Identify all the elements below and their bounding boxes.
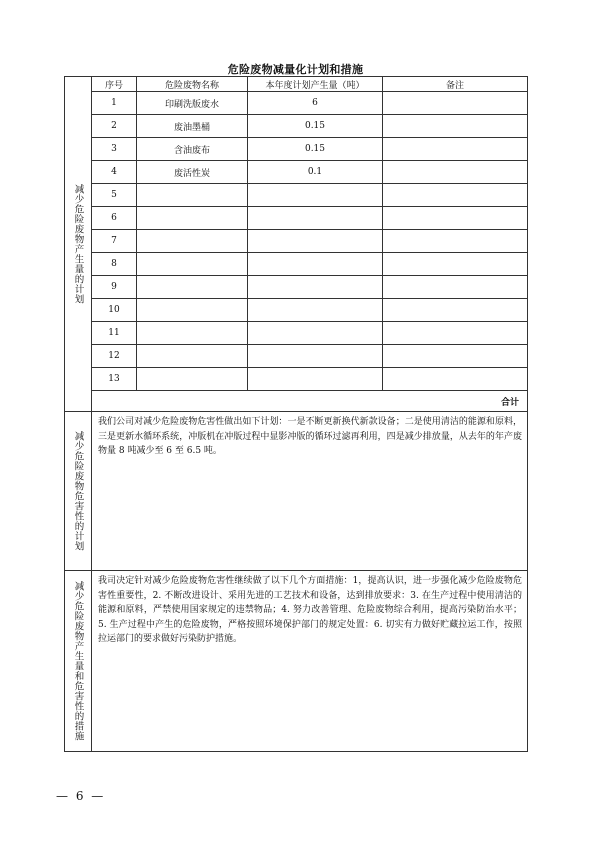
cell-name: [137, 253, 248, 276]
cell-name: [137, 276, 248, 299]
table-row: [65, 276, 528, 299]
cell-seq: 6: [92, 207, 137, 230]
cell-name: [137, 230, 248, 253]
total-label: 合计: [92, 391, 528, 412]
cell-amount: [248, 276, 383, 299]
table-row: [65, 299, 528, 322]
cell-amount: [248, 368, 383, 391]
cell-name: 废油墨桶: [137, 115, 248, 138]
cell-seq: 7: [92, 230, 137, 253]
cell-remark: [383, 322, 528, 345]
cell-amount: 0.15: [248, 138, 383, 161]
cell-amount: 0.15: [248, 115, 383, 138]
cell-name: 废活性炭: [137, 161, 248, 184]
hazard-plan-row: [65, 412, 528, 571]
cell-seq: 11: [92, 322, 137, 345]
cell-remark: [383, 230, 528, 253]
table-row: [65, 345, 528, 368]
cell-seq: 9: [92, 276, 137, 299]
cell-name: [137, 207, 248, 230]
cell-name: [137, 322, 248, 345]
section-label-measures: 减少危险废物产生量和危害性的措施: [65, 571, 92, 752]
header-remark: 备注: [383, 77, 528, 92]
cell-remark: [383, 253, 528, 276]
cell-remark: [383, 92, 528, 115]
table-row: [65, 138, 528, 161]
header-seq: 序号: [92, 77, 137, 92]
cell-amount: 6: [248, 92, 383, 115]
table-row: [65, 368, 528, 391]
measures-text: 我司决定针对减少危险废物危害性继续做了以下几个方面措施：1，提高认识，进一步强化减少危险废物危害性重要性，2. 不断改进设计、采用先进的工艺技术和设备，达到排放要求：3. 在生产过程中使用清洁的能源和原料，严禁使用国家规定的违禁物品；4. 努力改善管理、危险废物综合利用，提高污染防治水平；5. 生产过程中产生的危险废物，严格按照环境保护部门的规定处置：6. 切实有力做好贮藏拉运工作，按照拉运部门的要求做好污染防护措施。: [92, 571, 528, 752]
table-row: [65, 253, 528, 276]
cell-name: [137, 299, 248, 322]
table-row: [65, 115, 528, 138]
cell-remark: [383, 299, 528, 322]
header-amount: 本年度计划产生量（吨）: [248, 77, 383, 92]
cell-seq: 10: [92, 299, 137, 322]
table-row: [65, 184, 528, 207]
cell-seq: 8: [92, 253, 137, 276]
cell-amount: [248, 184, 383, 207]
cell-remark: [383, 345, 528, 368]
cell-amount: [248, 230, 383, 253]
cell-seq: 4: [92, 161, 137, 184]
cell-name: 含油废布: [137, 138, 248, 161]
cell-remark: [383, 207, 528, 230]
table-header-row: [65, 77, 528, 92]
cell-seq: 2: [92, 115, 137, 138]
table-row: [65, 322, 528, 345]
page-title: 危险废物减量化计划和措施: [227, 63, 364, 76]
cell-remark: [383, 138, 528, 161]
cell-amount: [248, 253, 383, 276]
section-label-reduce-hazard: 减少危险废物危害性的计划: [65, 412, 92, 571]
cell-seq: 5: [92, 184, 137, 207]
cell-name: [137, 368, 248, 391]
hazardous-waste-table: [64, 76, 528, 752]
total-row: [65, 391, 528, 412]
cell-name: 印刷洗版废水: [137, 92, 248, 115]
cell-seq: 13: [92, 368, 137, 391]
section-label-reduce-amount: 减少危险废物产生量的计划: [65, 77, 92, 412]
table-row: [65, 230, 528, 253]
table-row: [65, 161, 528, 184]
cell-amount: [248, 299, 383, 322]
page-number: — 6 —: [56, 789, 106, 803]
cell-remark: [383, 115, 528, 138]
header-name: 危险废物名称: [137, 77, 248, 92]
measures-row: [65, 571, 528, 752]
cell-remark: [383, 276, 528, 299]
cell-remark: [383, 184, 528, 207]
cell-amount: [248, 207, 383, 230]
cell-amount: [248, 322, 383, 345]
cell-amount: [248, 345, 383, 368]
table-row: [65, 207, 528, 230]
table-row: [65, 92, 528, 115]
cell-remark: [383, 161, 528, 184]
cell-name: [137, 184, 248, 207]
cell-seq: 1: [92, 92, 137, 115]
cell-seq: 3: [92, 138, 137, 161]
cell-name: [137, 345, 248, 368]
cell-remark: [383, 368, 528, 391]
cell-amount: 0.1: [248, 161, 383, 184]
cell-seq: 12: [92, 345, 137, 368]
hazard-plan-text: 我们公司对减少危险废物危害性做出如下计划：一是不断更新换代新款设备；二是使用清洁的能源和原料，三是更新水循环系统，冲版机在冲版过程中显影冲版的循环过滤再利用，四是减少排放量，从去年的年产废物量 8 吨减少至 6 至 6.5 吨。: [92, 412, 528, 571]
